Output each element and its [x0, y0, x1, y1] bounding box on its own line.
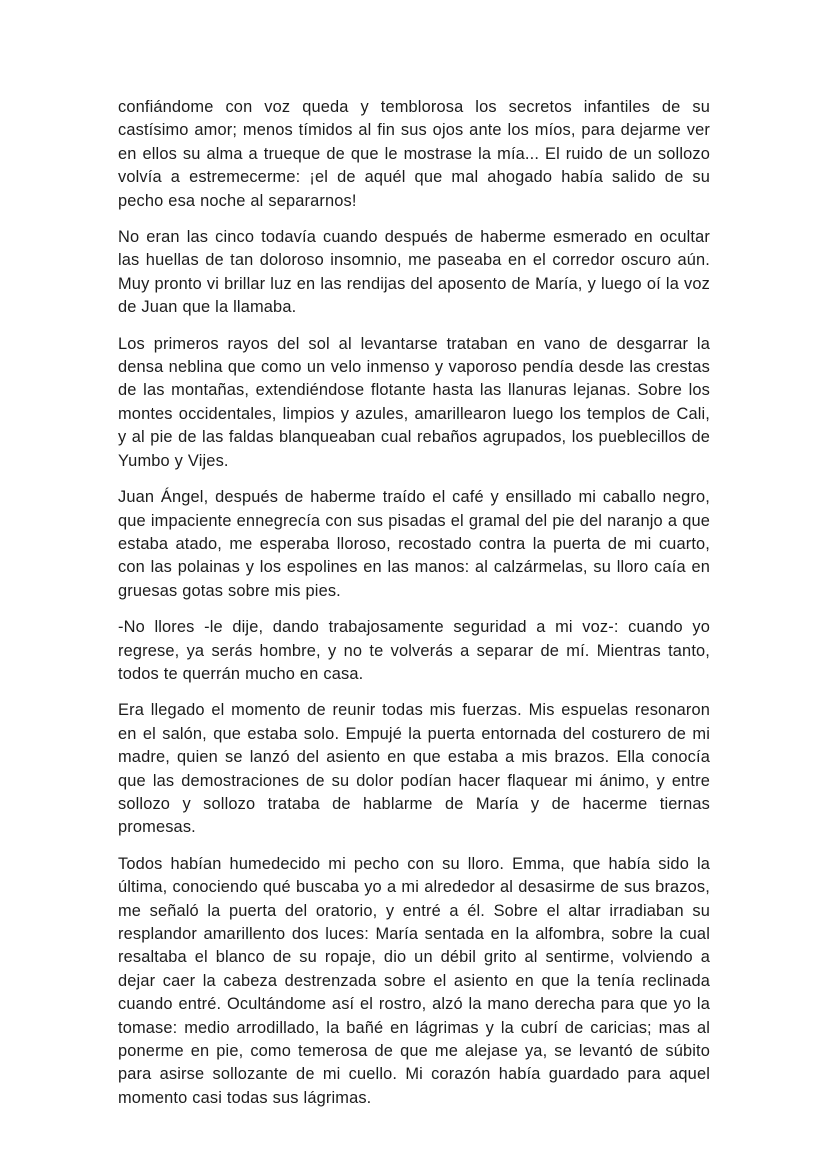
paragraph: Todos habían humedecido mi pecho con su lloro. Emma, que había sido la última, conociendo qué buscaba yo a mi alrededor al desasirme de sus brazos, me señaló la puerta del oratorio, y entré a él. Sobre el altar irradiaban su resplandor amarillento dos luces: María sentada en la alfombra, sobre la cual resaltaba el blanco de su ropaje, dio un débil grito al sentirme, volviendo a dejar caer la cabeza destrenzada sobre el asiento en que la tenía reclinada cuando entré. Ocultándome así el rostro, alzó la mano derecha para que yo la tomase: medio arrodillado, la bañé en lágrimas y la cubrí de caricias; mas al ponerme en pie, como temerosa de que me alejase ya, se levantó de súbito para asirse sollozante de mi cuello. Mi corazón había guardado para aquel momento casi todas sus lágrimas. — [118, 854, 710, 1107]
paragraph: Juan Ángel, después de haberme traído el café y ensillado mi caballo negro, que impaciente ennegrecía con sus pisadas el gramal del pie del naranjo a que estaba atado, me esperaba lloroso, recostado contra la puerta de mi cuarto, con las polainas y los espolines en las manos: al calzármelas, su lloro caía en gruesas gotas sobre mis pies. — [118, 488, 710, 600]
paragraph: Los primeros rayos del sol al levantarse trataban en vano de desgarrar la densa neblina que como un velo inmenso y vaporoso pendía desde las crestas de las montañas, extendiéndose flotante hasta las llanuras lejanas. Sobre los montes occidentales, limpios y azules, amarillearon luego los templos de Cali, y al pie de las faldas blanqueaban cual rebaños agrupados, los pueblecillos de Yumbo y Vijes. — [118, 334, 710, 470]
paragraph: No eran las cinco todavía cuando después de haberme esmerado en ocultar las huellas de tan doloroso insomnio, me paseaba en el corredor oscuro aún. Muy pronto vi brillar luz en las rendijas del aposento de María, y luego oí la voz de Juan que la llamaba. — [118, 228, 710, 317]
document-text-body — [118, 96, 710, 1110]
paragraph: -No llores -le dije, dando trabajosamente seguridad a mi voz-: cuando yo regrese, ya serás hombre, y no te volverás a separar de mí. Mientras tanto, todos te querrán mucho en casa. — [118, 618, 710, 683]
paragraph: Era llegado el momento de reunir todas mis fuerzas. Mis espuelas resonaron en el salón, que estaba solo. Empujé la puerta entornada del costurero de mi madre, quien se lanzó del asiento en que estaba a mis brazos. Ella conocía que las demostraciones de su dolor podían hacer flaquear mi ánimo, y entre sollozo y sollozo trataba de hablarme de María y de hacerme tiernas promesas. — [118, 701, 710, 837]
paragraph: confiándome con voz queda y temblorosa los secretos infantiles de su castísimo amor; menos tímidos al fin sus ojos ante los míos, para dejarme ver en ellos su alma a trueque de que le mostrase la mía... El ruido de un sollozo volvía a estremecerme: ¡el de aquél que mal ahogado había salido de su pecho esa noche al separarnos! — [118, 98, 710, 210]
